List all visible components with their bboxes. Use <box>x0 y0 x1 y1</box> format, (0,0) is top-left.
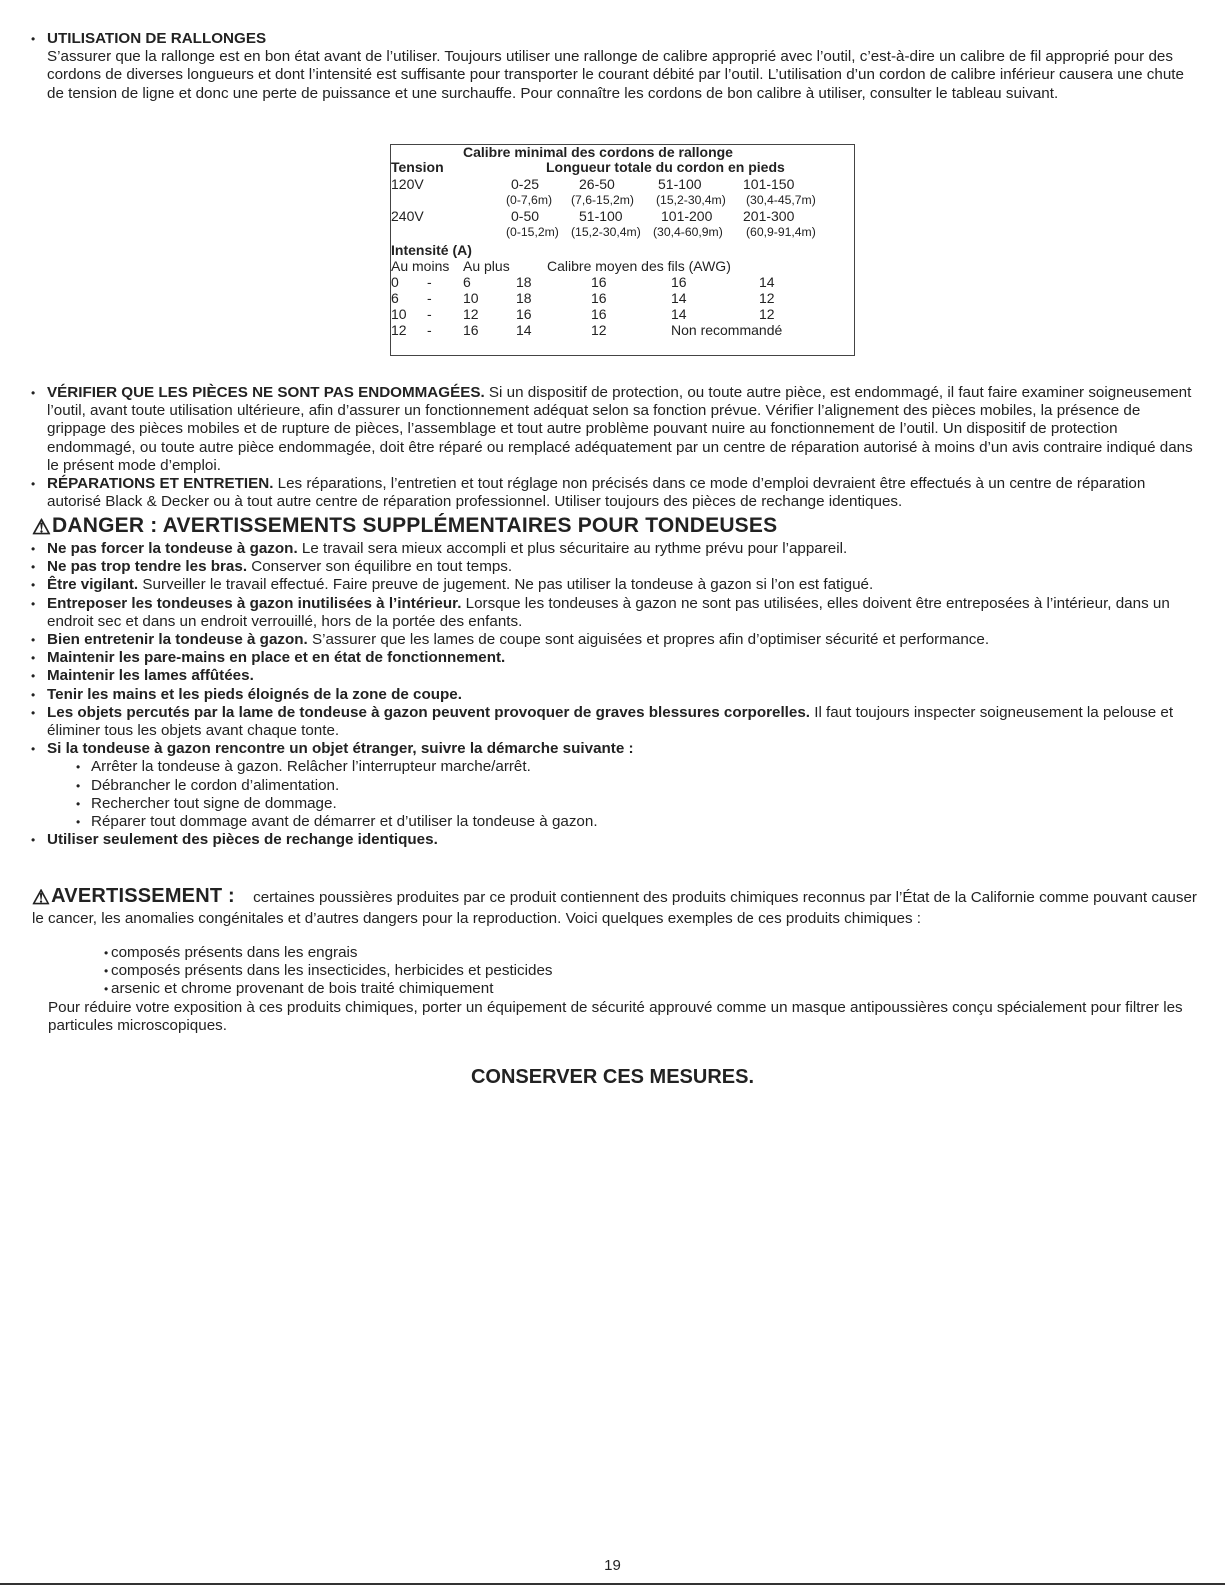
col-awg-label: Calibre moyen des fils (AWG) <box>547 258 731 274</box>
metric-range: (0-7,6m) <box>506 193 553 207</box>
danger-heading-text: DANGER : AVERTISSEMENTS SUPPLÉMENTAIRES POUR TONDEUSES <box>52 514 778 537</box>
repairs-item <box>28 475 1198 511</box>
metric-range: (0-15,2m) <box>506 225 559 239</box>
danger-item-lead: Ne pas trop tendre les bras. <box>47 558 248 576</box>
length-range: 51-100 <box>579 208 623 224</box>
row-max: 12 <box>463 306 479 322</box>
danger-item-body: Conserver son équilibre en tout temps. <box>247 558 513 576</box>
danger-item-lead: Entreposer les tondeuses à gazon inutilisées à l’intérieur. <box>47 594 462 612</box>
row-max: 10 <box>463 290 479 306</box>
danger-item-lead: Si la tondeuse à gazon rencontre un objet étranger, suivre la démarche suivante : <box>47 740 634 758</box>
extension-cords-section <box>28 30 1198 103</box>
extension-cords-body: S’assurer que la rallonge est en bon état avant de l’utiliser. Toujours utiliser une rallonge de calibre approprié avec l’outil, c’est-à-dire un calibre de fil approprié pour des cordons de diverses longueurs et dont l’intensité est suffisante pour transporter le courant débité par l’outil. L’utilisation d’un cordon de calibre inférieur causera une chute de tension de ligne et donc une perte de puissance et une surchauffe. Pour connaître les cordons de bon calibre à utiliser, consulter le tableau suivant. <box>47 48 1184 102</box>
length-range: 0-50 <box>511 208 540 224</box>
extension-cords-title: UTILISATION DE RALLONGES <box>47 30 267 47</box>
row-dash: - <box>427 322 432 338</box>
danger-item <box>28 576 1198 594</box>
warning-body: certaines poussières produites par ce produit contiennent des produits chimiques reconnus par l’État de la Californie comme pouvant causer le cancer, les anomalies congénitales et d’autres dangers pour la reproduction. Voici quelques exemples de ces produits chimiques : <box>32 889 1197 927</box>
warning-paragraph <box>32 884 1198 928</box>
voltage-240: 240V <box>391 208 424 224</box>
warning-section <box>32 884 1198 928</box>
foreign-object-step: • Arrêter la tondeuse à gazon. Relâcher l’interrupteur marche/arrêt. <box>28 758 1198 776</box>
danger-item <box>28 831 1198 849</box>
danger-item-body: Il faut toujours inspecter soigneusement la pelouse et éliminer tous les objets avant chaque tonte. <box>47 703 1174 740</box>
warning-heading: AVERTISSEMENT : <box>51 885 235 907</box>
danger-item <box>28 649 1198 667</box>
danger-item-lead: Maintenir les pare-mains en place et en état de fonctionnement. <box>47 649 506 667</box>
row-gauge: 16 <box>591 290 607 306</box>
metric-range: (60,9-91,4m) <box>746 225 816 239</box>
row-gauge: 14 <box>759 274 775 290</box>
length-range: 101-150 <box>743 176 795 192</box>
verify-lead: VÉRIFIER QUE LES PIÈCES NE SONT PAS ENDOMMAGÉES. <box>47 384 485 401</box>
row-gauge: 12 <box>759 306 775 322</box>
chemical-example: • composés présents dans les engrais <box>30 944 1196 962</box>
danger-item <box>28 595 1198 631</box>
tension-label: Tension <box>391 159 444 175</box>
verify-item <box>28 384 1198 475</box>
extension-cord-gauge-table <box>390 144 855 356</box>
metric-range: (7,6-15,2m) <box>571 193 634 207</box>
length-range: 101-200 <box>661 208 713 224</box>
length-range: 0-25 <box>511 176 540 192</box>
row-gauge: 16 <box>516 306 532 322</box>
save-instructions-title: CONSERVER CES MESURES. <box>470 1066 755 1088</box>
row-gauge: 16 <box>591 306 607 322</box>
row-gauge: 12 <box>591 322 607 338</box>
danger-item <box>28 631 1198 649</box>
repairs-body: Les réparations, l’entretien et tout réglage non précisés dans ce mode d’emploi devraient être effectués à un centre de réparation autorisé Black & Decker ou à tout autre centre de réparation professionnel. Utiliser toujours des pièces de rechange identiques. <box>47 475 1146 511</box>
row-max: 16 <box>463 322 479 338</box>
danger-item-lead: Être vigilant. <box>47 576 139 594</box>
danger-item <box>28 704 1198 740</box>
row-gauge: 14 <box>671 290 687 306</box>
row-min: 6 <box>391 290 399 306</box>
danger-heading <box>32 514 1202 540</box>
row-min: 10 <box>391 306 407 322</box>
verify-body: Si un dispositif de protection, ou toute autre pièce, est endommagé, il faut faire examiner soigneusement l’outil, avant toute utilisation ultérieure, afin d’assurer un fonctionnement adéquat selon sa fonction prévue. Vérifier l’alignement des pièces mobiles, la présence de grippage des pièces mobiles et de rupture de pièces, l’assemblage et tout autre problème pouvant nuire au fonctionnement de l’outil. Un dispositif de protection endommagé, ou toute autre pièce endommagée, doit être réparé ou remplacé adéquatement par un centre de réparation autorisé à moins d’un avis contraire indiqué dans le présent mode d’emploi. <box>47 384 1193 474</box>
warning-closing: Pour réduire votre exposition à ces produits chimiques, porter un équipement de sécurité approuvé comme un masque antipoussières conçu spécialement pour filtrer les particules microscopiques. <box>48 998 1183 1034</box>
metric-range: (30,4-45,7m) <box>746 193 816 207</box>
row-dash: - <box>427 290 432 306</box>
col-min-label: Au moins <box>391 258 450 274</box>
danger-item-lead: Maintenir les lames affûtées. <box>47 667 254 685</box>
metric-range: (15,2-30,4m) <box>656 193 726 207</box>
row-dash: - <box>427 274 432 290</box>
row-dash: - <box>427 306 432 322</box>
danger-item-lead: Utiliser seulement des pièces de rechange identiques. <box>47 831 438 849</box>
chemical-example: • arsenic et chrome provenant de bois traité chimiquement <box>30 980 1196 998</box>
length-range: 51-100 <box>658 176 702 192</box>
row-gauge: 18 <box>516 290 532 306</box>
row-min: 0 <box>391 274 399 290</box>
foreign-object-step: • Réparer tout dommage avant de démarrer et d’utiliser la tondeuse à gazon. <box>28 813 1198 831</box>
foreign-object-step: • Rechercher tout signe de dommage. <box>28 795 1198 813</box>
warning-triangle-icon: ⚠ <box>32 516 52 539</box>
chemical-example: • composés présents dans les insecticides, herbicides et pesticides <box>30 962 1196 980</box>
row-gauge: 16 <box>671 274 687 290</box>
row-gauge: 14 <box>671 306 687 322</box>
col-max-label: Au plus <box>463 258 510 274</box>
row-gauge: Non recommandé <box>671 322 783 338</box>
length-range: 201-300 <box>743 208 795 224</box>
danger-item-lead: Ne pas forcer la tondeuse à gazon. <box>47 540 298 557</box>
danger-item <box>28 558 1198 576</box>
danger-item-body: Lorsque les tondeuses à gazon ne sont pas utilisées, elles doivent être entreposées à l’intérieur, dans un endroit sec et dans un endroit verrouillé, hors de la portée des enfants. <box>47 594 1170 630</box>
row-gauge: 12 <box>759 290 775 306</box>
length-range: 26-50 <box>579 176 615 192</box>
danger-item-lead: Les objets percutés par la lame de tondeuse à gazon peuvent provoquer de graves blessures corporelles. <box>47 703 811 721</box>
danger-item-body: S’assurer que les lames de coupe sont aiguisées et propres afin d’optimiser sécurité et performance. <box>307 631 990 649</box>
verify-repairs-section <box>28 384 1198 511</box>
danger-item-body: Surveiller le travail effectué. Faire preuve de jugement. Ne pas utiliser la tondeuse à gazon si l’on est fatigué. <box>138 576 874 594</box>
danger-item <box>28 667 1198 685</box>
voltage-120: 120V <box>391 176 424 192</box>
warning-examples <box>30 944 1196 1035</box>
danger-item <box>28 540 1198 558</box>
repairs-lead: RÉPARATIONS ET ENTRETIEN. <box>47 475 274 493</box>
length-label: Longueur totale du cordon en pieds <box>546 159 785 175</box>
intensity-label: Intensité (A) <box>391 242 472 258</box>
row-max: 6 <box>463 274 471 290</box>
extension-cords-item <box>28 30 1198 103</box>
danger-item-lead: Tenir les mains et les pieds éloignés de la zone de coupe. <box>47 685 462 703</box>
danger-item <box>28 686 1198 704</box>
danger-item-lead: Bien entretenir la tondeuse à gazon. <box>47 631 308 649</box>
foreign-object-step: • Débrancher le cordon d’alimentation. <box>28 777 1198 795</box>
danger-list <box>28 540 1198 849</box>
row-gauge: 16 <box>591 274 607 290</box>
metric-range: (15,2-30,4m) <box>571 225 641 239</box>
danger-item-body: Le travail sera mieux accompli et plus sécuritaire au rythme prévu pour l’appareil. <box>297 540 848 557</box>
row-min: 12 <box>391 322 407 338</box>
row-gauge: 14 <box>516 322 532 338</box>
row-gauge: 18 <box>516 274 532 290</box>
page-number: 19 <box>604 1557 621 1574</box>
table-title: Calibre minimal des cordons de rallonge <box>463 144 733 160</box>
warning-triangle-icon: ⚠ <box>32 887 51 909</box>
danger-item <box>28 740 1198 758</box>
metric-range: (30,4-60,9m) <box>653 225 723 239</box>
